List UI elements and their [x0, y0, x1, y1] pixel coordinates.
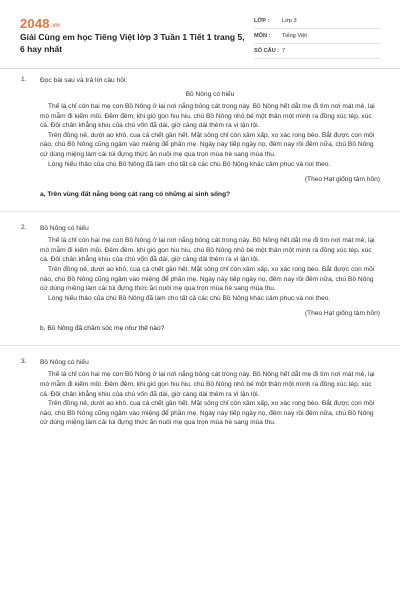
header-divider [0, 68, 400, 69]
story-source: (Theo Hạt giống tâm hồn) [304, 310, 380, 318]
story-paragraph: Thế là chỉ còn hai mẹ con Bồ Nông ở lại nơi nắng bỏng cát trong này. Bồ Nông hết dắt mẹ đi tìm nơi mát mẻ, lại mò mẫm đi kiếm mồi. Đêm đêm, khi gió gọn hiu hiu, chú Bồ Nông nhỏ bé một thân một mình ra đồng xúc tép, xúc cá. Đôi chân khẳng khiu của chú vốn đã dài, giờ càng dài thêm ra vì lận lội. [40, 103, 375, 130]
question-text: a, Trên vùng đất nắng bỏng cát rang có những ai sinh sống? [40, 191, 231, 199]
page-title: Giải Cùng em học Tiếng Việt lớp 3 Tuần 1 Tiết 1 trang 5, 6 hay nhất [20, 32, 245, 54]
question-3 [0, 358, 400, 428]
meta-value: Lớp 3 [282, 18, 297, 24]
meta-label: MÔN : [254, 33, 271, 39]
meta-table [254, 14, 380, 59]
story-paragraph: Lòng hiếu thảo của chú Bồ Nông đã làm cho tất cả các chú Bồ Nông khác cảm phục và noi theo. [48, 294, 331, 302]
questions-list [0, 76, 400, 428]
logo-tld: .vn [50, 23, 61, 29]
meta-value: Tiếng Việt [282, 33, 307, 39]
page-header [0, 0, 400, 68]
question-number: 2. [21, 224, 27, 232]
question-divider [0, 211, 400, 212]
story-paragraph: Trên đồng nẻ, dưới ao khô, cua cá chết gần hết. Mặt sông chỉ còn xâm xấp, xo xác rong bèo. Bắt được con mồi nào, chú Bồ Nông cũng ngậm vào miệng để phần mẹ. Ngày này tiếp ngày nọ, đêm nay rồi đêm nữa, chú Bồ Nông cứ dùng miệng làm cái túi đựng thức ăn nuôi mẹ qua trọn mùa hè sang mùa thu. [40, 131, 375, 158]
story-title: Bồ Nông có hiếu [40, 359, 89, 367]
question-2 [0, 224, 400, 333]
meta-row-class [254, 14, 380, 29]
story-paragraph: Trên đồng nẻ, dưới ao khô, cua cá chết gần hết. Mặt sông chỉ còn xâm xấp, xo xác rong bèo. Bắt được con mồi nào, chú Bồ Nông cũng ngậm vào miệng để phần mẹ. Ngày này tiếp ngày nọ, đêm nay rồi đêm nữa, chú Bồ Nông cứ dùng miệng làm cái túi đựng thức ăn nuôi mẹ qua trọn mùa hè sang mùa thu. [40, 400, 375, 427]
meta-row-subject [254, 29, 380, 44]
meta-row-count [254, 44, 380, 59]
question-number: 3. [21, 358, 27, 366]
meta-label: LỚP : [254, 18, 270, 24]
story-paragraph: Thế là chỉ còn hai mẹ con Bồ Nông ở lại nơi nắng bỏng cát trong này. Bồ Nông hết dắt mẹ đi tìm nơi mát mẻ, lại mò mẫm đi kiếm mồi. Đêm đêm, khi gió gọn hiu hiu, chú Bồ Nông nhỏ bé một thân một mình ra đồng xúc tép, xúc cá. Đôi chân khẳng khiu của chú vốn đã dài, giờ càng dài thêm ra vì lận lội. [40, 371, 375, 398]
story-title: Bồ Nông có hiếu [40, 225, 89, 233]
meta-value: 7 [282, 48, 286, 54]
question-text: b, Bồ Nông đã chăm sóc mẹ như thế nào? [40, 325, 165, 333]
question-1 [0, 76, 400, 199]
story-source: (Theo Hạt giống tâm hồn) [304, 176, 380, 184]
question-number: 1. [21, 76, 27, 83]
meta-label: SỐ CÂU : [254, 48, 280, 54]
logo-main: 2048 [20, 16, 50, 31]
story-title: Bồ Nông có hiếu [185, 91, 235, 98]
question-divider [0, 345, 400, 346]
site-logo[interactable] [20, 16, 60, 31]
question-prompt: Đọc bài sau và trả lời câu hỏi: [40, 77, 128, 84]
story-paragraph: Thế là chỉ còn hai mẹ con Bồ Nông ở lại nơi nắng bỏng cát trong này. Bồ Nông hết dắt mẹ đi tìm nơi mát mẻ, lại mò mẫm đi kiếm mồi. Đêm đêm, khi gió gọn hiu hiu, chú Bồ Nông nhỏ bé một thân một mình ra đồng xúc tép, xúc cá. Đôi chân khẳng khiu của chú vốn đã dài, giờ càng dài thêm ra vì lận lội. [40, 237, 375, 264]
story-paragraph: Lòng hiếu thảo của chú Bồ Nông đã làm cho tất cả các chú Bồ Nông khác cảm phục và noi theo. [48, 160, 331, 168]
story-paragraph: Trên đồng nẻ, dưới ao khô, cua cá chết gần hết. Mặt sông chỉ còn xâm xấp, xo xác rong bèo. Bắt được con mồi nào, chú Bồ Nông cũng ngậm vào miệng để phần mẹ. Ngày này tiếp ngày nọ, đêm nay rồi đêm nữa, chú Bồ Nông cứ dùng miệng làm cái túi đựng thức ăn nuôi mẹ qua trọn mùa hè sang mùa thu. [40, 265, 375, 293]
